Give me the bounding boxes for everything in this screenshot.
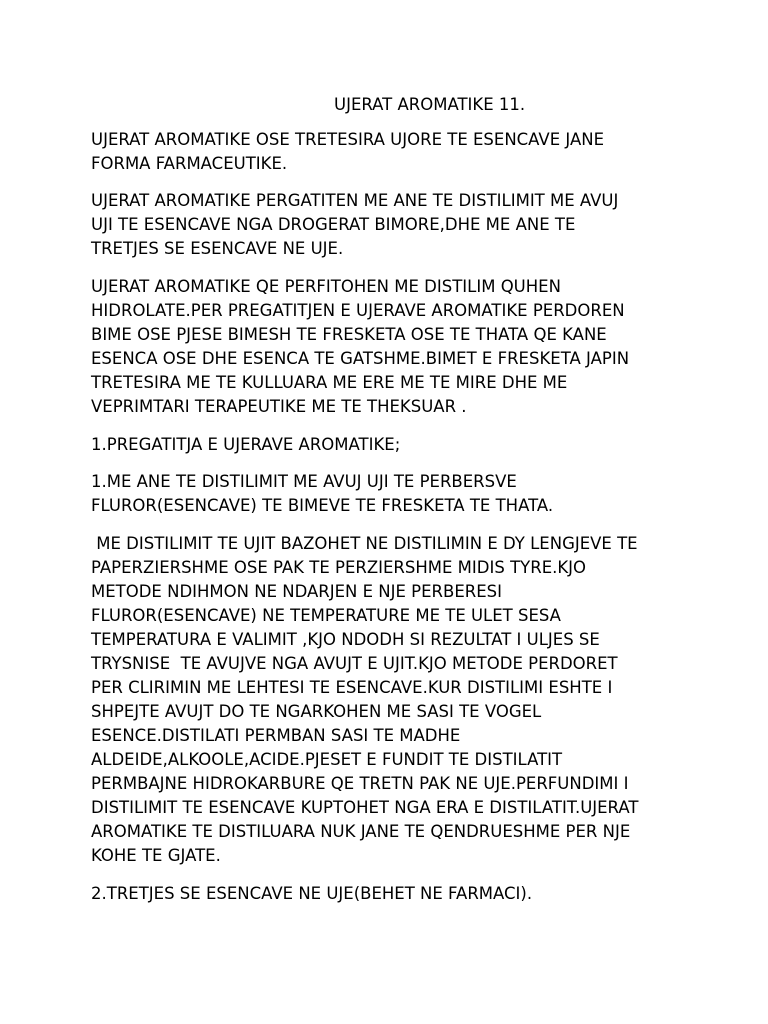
paragraph-preparation: UJERAT AROMATIKE PERGATITEN ME ANE TE DISTILIMIT ME AVUJ UJI TE ESENCAVE NGA DROGERAT BIMORE,DHE ME ANE TE TRETJES SE ESENCAVE NE UJE.: [91, 191, 619, 258]
paragraph-method-distillation: 1.ME ANE TE DISTILIMIT ME AVUJ UJI TE PERBERSVE FLUROR(ESENCAVE) TE BIMEVE TE FRESKETA TE THATA.: [91, 472, 554, 515]
document-title: UJERAT AROMATIKE 11.: [334, 95, 526, 114]
paragraph-distillation-details: ME DISTILIMIT TE UJIT BAZOHET NE DISTILIMIN E DY LENGJEVE TE PAPERZIERSHME OSE PAK TE PERZIERSHME MIDIS TYRE.KJO METODE NDIHMON NE NDARJEN E NJE PERBERESI FLUROR(ESENCAVE) NE TEMPERATURE ME TE ULET SESA TEMPERATURA E VALIMIT ,KJO NDODH SI REZULTAT I ULJES SE TRYSNISE TE AVUJVE NGA AVUJT E UJIT.KJO METODE PERDORET PER CLIRIMIN ME LEHTESI TE ESENCAVE.KUR DISTILIMI ESHTE I SHPEJTE AVUJT DO TE NGARKOHEN ME SASI TE VOGEL ESENCE.DISTILATI PERMBAN SASI TE MADHE ALDEIDE,ALKOOLE,ACIDE.PJESET E FUNDIT TE DISTILATIT PERMBAJNE HIDROKARBURE QE TRETN PAK NE UJE.PERFUNDIMI I DISTILIMIT TE ESENCAVE KUPTOHET NGA ERA E DISTILATIT.UJERAT AROMATIKE TE DISTILUARA NUK JANE TE QENDRUESHME PER NJE KOHE TE GJATE.: [91, 534, 639, 865]
paragraph-hydrolates: UJERAT AROMATIKE QE PERFITOHEN ME DISTILIM QUHEN HIDROLATE.PER PREGATITJEN E UJERAVE AROMATIKE PERDOREN BIME OSE PJESE BIMESH TE FRESKETA OSE TE THATA QE KANE ESENCA OSE DHE ESENCA TE GATSHME.BIMET E FRESKETA JAPIN TRETESIRA ME TE KULLUARA ME ERE ME TE MIRE DHE ME VEPRIMTARI TERAPEUTIKE ME TE THEKSUAR .: [91, 277, 630, 416]
paragraph-definition: UJERAT AROMATIKE OSE TRETESIRA UJORE TE ESENCAVE JANE FORMA FARMACEUTIKE.: [91, 130, 605, 173]
paragraph-method-dissolution: 2.TRETJES SE ESENCAVE NE UJE(BEHET NE FARMACI).: [91, 884, 533, 903]
section-heading-preparation: 1.PREGATITJA E UJERAVE AROMATIKE;: [91, 435, 401, 454]
